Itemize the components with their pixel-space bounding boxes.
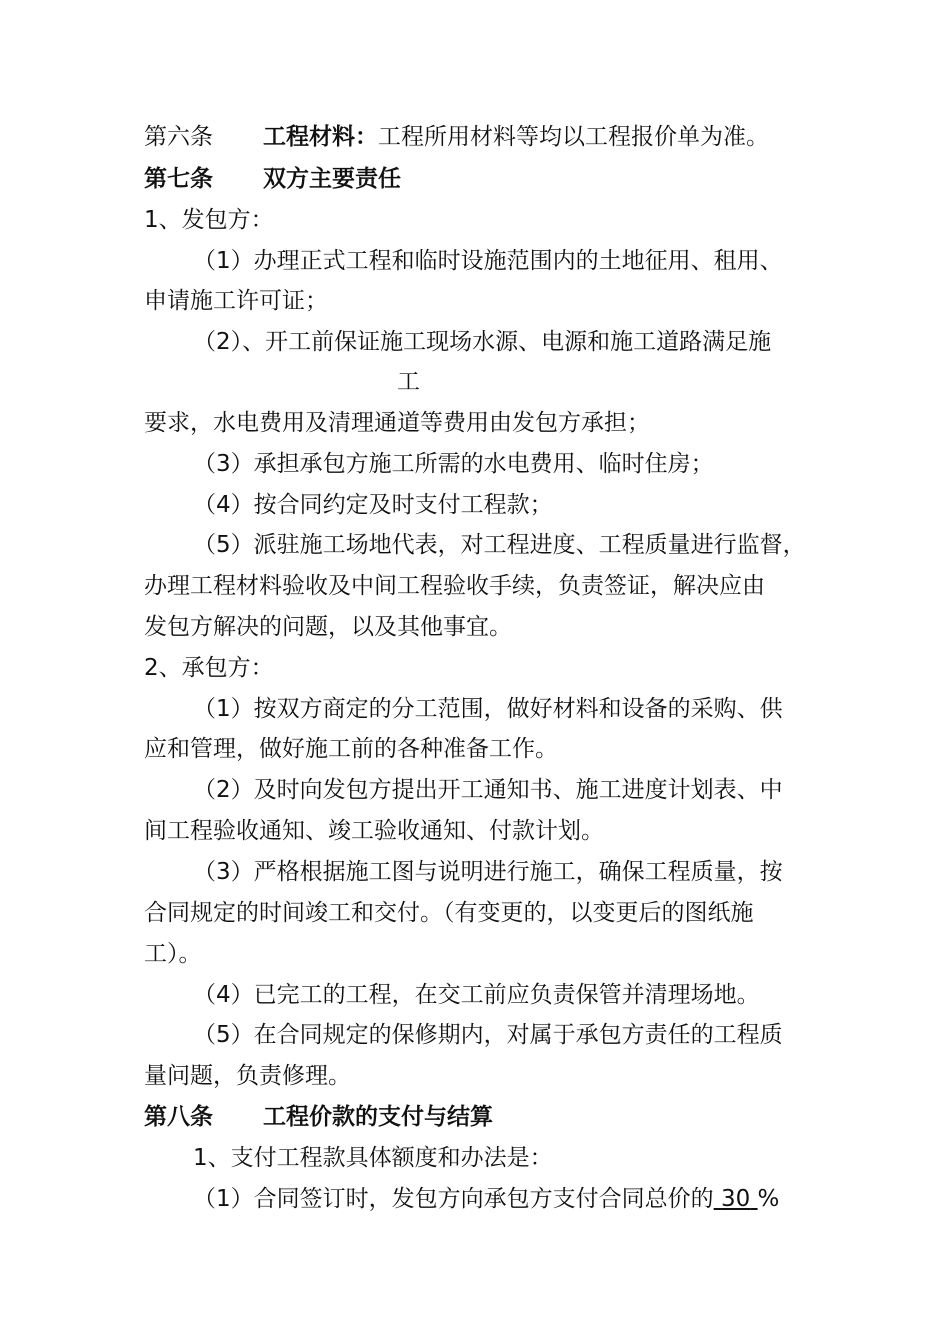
article-6 [144,122,950,152]
payment-clause [193,1184,950,1214]
article-6-number: 第六条 [144,124,213,150]
article-7 [144,164,950,194]
paragraph: （3）承担承包方施工所需的水电费用、临时住房； [193,451,714,477]
article-8-title: 工程价款的支付与结算 [263,1104,493,1130]
paragraph: 合同规定的时间竣工和交付。（有变更的，以变更后的图纸施 [144,900,754,926]
paragraph: 办理工程材料验收及中间工程验收手续，负责签证，解决应由 [144,573,765,599]
paragraph: 间工程验收通知、竣工验收通知、付款计划。 [144,818,604,844]
article-7-number: 第七条 [144,166,213,192]
payment-percent-value: 30 [720,1186,751,1212]
payment-clause-text: （1）合同签订时，发包方向承包方支付合同总价的 [193,1186,714,1212]
paragraph: （3）严格根据施工图与说明进行施工，确保工程质量，按 [193,859,783,885]
article-8 [144,1102,950,1132]
paragraph: （4）按合同约定及时支付工程款； [193,492,553,518]
paragraph: 1、支付工程款具体额度和办法是： [193,1145,553,1171]
section-1-heading: 1、发包方： [144,207,274,233]
paragraph: （2）、开工前保证施工现场水源、电源和施工道路满足施 [193,329,772,355]
section-2-heading: 2、承包方： [144,655,274,681]
article-8-number: 第八条 [144,1104,213,1130]
article-7-title: 双方主要责任 [263,166,401,192]
paragraph: 工）。 [144,941,202,967]
paragraph: （4）已完工的工程，在交工前应负责保管并清理场地。 [193,982,760,1008]
paragraph: 要求，水电费用及清理通道等费用由发包方承担； [144,410,650,436]
paragraph: （5）派驻施工场地代表，对工程进度、工程质量进行监督， [193,532,806,558]
article-6-text: 工程所用材料等均以工程报价单为准。 [378,124,769,150]
paragraph: 发包方解决的问题，以及其他事宜。 [144,614,512,640]
article-6-title: 工程材料： [263,124,378,150]
paragraph: （5）在合同规定的保修期内，对属于承包方责任的工程质 [193,1022,783,1048]
paragraph: 量问题，负责修理。 [144,1063,351,1089]
paragraph: 工 [397,369,420,395]
paragraph: （2）及时向发包方提出开工通知书、施工进度计划表、中 [193,777,783,803]
paragraph: 申请施工许可证； [144,288,328,314]
paragraph: （1）办理正式工程和临时设施范围内的土地征用、租用、 [193,248,783,274]
payment-percent-unit: % [757,1186,780,1212]
paragraph: （1）按双方商定的分工范围，做好材料和设备的采购、供 [193,696,783,722]
paragraph: 应和管理，做好施工前的各种准备工作。 [144,736,558,762]
